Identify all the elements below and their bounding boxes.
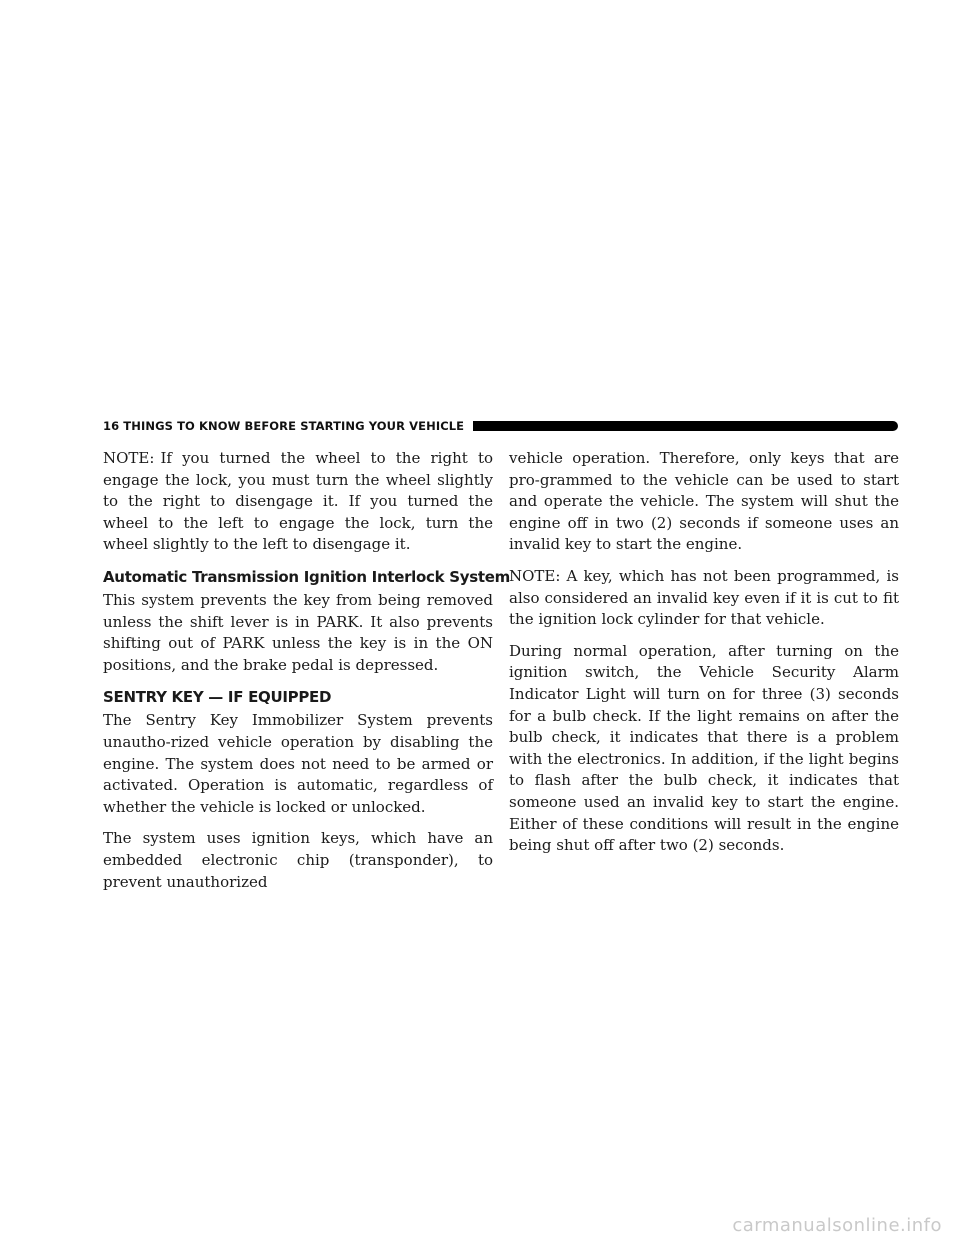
running-header <box>103 418 898 434</box>
paragraph-interlock: This system prevents the key from being removed unless the shift lever is in PARK. It also prevents shifting out of PARK unless the key is in the ON positions, and the brake pedal is depressed. <box>103 590 493 674</box>
note-text: If you turned the wheel to the right to engage the lock, you must turn the wheel slightly to the right to disengage it. If you turned the wheel to the left to engage the lock, turn the wheel slightly to the left to disengage it. <box>103 449 493 554</box>
paragraph-vehicle-operation: vehicle operation. Therefore, only keys that are pro-grammed to the vehicle can be used to start and operate the vehicle. The system will shut the engine off in two (2) seconds if someone uses an invalid key to start the engine. <box>509 449 899 554</box>
heading-ignition-interlock: Automatic Transmission Ignition Interlock System <box>103 567 510 586</box>
right-column <box>509 448 899 867</box>
header-rule-bar <box>473 421 898 431</box>
left-column <box>103 448 510 903</box>
note-text: A key, which has not been programmed, is also considered an invalid key even if it is cut to fit the ignition lock cylinder for that vehicle. <box>509 566 899 629</box>
paragraph-normal-operation: During normal operation, after turning on the ignition switch, the Vehicle Security Alarm Indicator Light will turn on for three (3) seconds for a bulb check. If the light remains on after the bulb check, it indicates that there is a problem with the electronics. In addition, if the light begins to flash after the bulb check, it indicates that someone used an invalid key to start the engine. Either of these conditions will result in the engine being shut off after two (2) seconds. <box>509 641 899 855</box>
note-label: NOTE: <box>509 566 561 585</box>
note-label: NOTE: <box>103 449 155 467</box>
paragraph-sentry-intro: The Sentry Key Immobilizer System prevents unautho-rized vehicle operation by disabling the engine. The system does not need to be armed or activated. Operation is automatic, regardless of whether the vehicle is locked or unlocked. <box>103 711 493 816</box>
note-invalid-key <box>509 566 899 631</box>
heading-sentry-key: SENTRY KEY — IF EQUIPPED <box>103 688 332 707</box>
site-watermark: carmanualsonline.info <box>732 1215 942 1236</box>
page-number-and-section-title: 16 THINGS TO KNOW BEFORE STARTING YOUR VEHICLE <box>103 419 465 433</box>
paragraph-transponder: The system uses ignition keys, which have an embedded electronic chip (transponder), to prevent unauthorized <box>103 829 493 891</box>
note-steering-lock <box>103 448 493 556</box>
